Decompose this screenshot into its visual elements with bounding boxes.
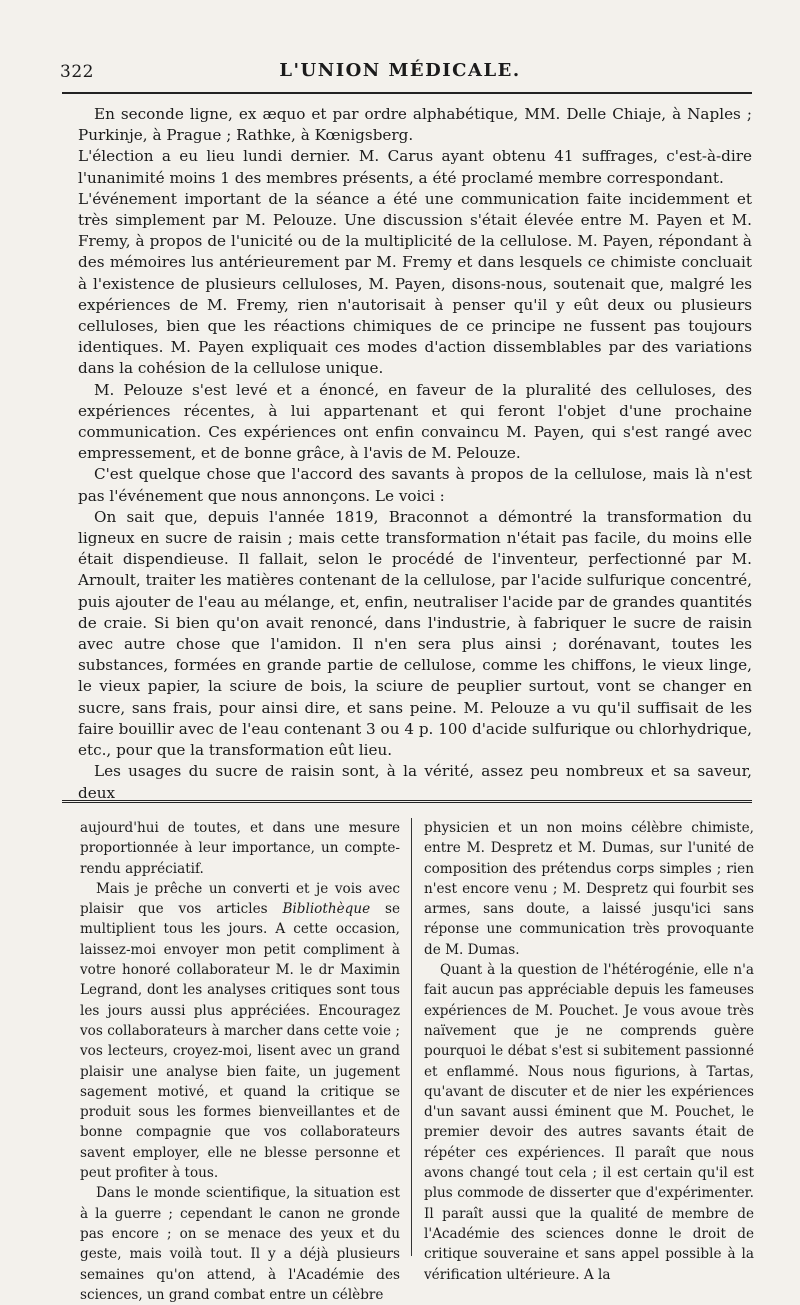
paragraph: L'élection a eu lieu lundi dernier. M. Carus ayant obtenu 41 suffrages, c'est-à-dire l'unanimité moins 1 des membres présents, a été proclamé membre correspondant. bbox=[78, 147, 752, 187]
paragraph: Dans le monde scientifique, la situation est à la guerre ; cependant le canon ne gronde pas encore ; on se menace des yeux et du geste, mais voilà tout. Il y a déjà plusieurs semaines qu'on attend, à l'Académie des sciences, un grand combat entre un célèbre bbox=[80, 1185, 400, 1303]
left-column bbox=[80, 818, 400, 1305]
right-column bbox=[424, 818, 754, 1285]
paragraph: En seconde ligne, ex æquo et par ordre alphabétique, MM. Delle Chiaje, à Naples ; Purkinje, à Prague ; Rathke, à Kœnigsberg. bbox=[78, 105, 752, 145]
top-rule bbox=[62, 92, 752, 94]
paragraph: L'événement important de la séance a été une communication faite incidemment et très simplement par M. Pelouze. Une discussion s'était élevée entre M. Payen et M. Fremy, à propos de l'unicité ou de la multiplicité de la cellulose. M. Payen, répondant à des mémoires lus antérieurement par M. Fremy et dans lesquels ce chimiste concluait à l'existence de plusieurs celluloses, M. Payen, disons-nous, soutenait que, malgré les expériences de M. Fremy, rien n'autorisait à penser qu'il y eût deux ou plusieurs celluloses, bien que les réactions chimiques de ce principe ne fussent pas toujours identiques. M. Payen expliquait ces modes d'action dissemblables par des variations dans la cohésion de la cellulose unique. bbox=[78, 189, 752, 378]
paragraph: M. Pelouze s'est levé et a énoncé, en faveur de la pluralité des celluloses, des expériences récentes, à lui appartenant et qui feront l'objet d'une prochaine communication. Ces expériences ont enfin convaincu M. Payen, qui s'est rangé avec empressement, et de bonne grâce, à l'avis de M. Pelouze. bbox=[78, 380, 752, 463]
page-number: 322 bbox=[60, 62, 94, 82]
upper-text bbox=[78, 104, 752, 804]
column-divider bbox=[411, 818, 412, 1256]
section-rule bbox=[62, 800, 752, 806]
italic-title: Bibliothèque bbox=[282, 901, 371, 918]
running-title: L'UNION MÉDICALE. bbox=[279, 60, 521, 81]
paragraph: C'est quelque chose que l'accord des savants à propos de la cellulose, mais là n'est pas l'événement que nous annonçons. Le voici : bbox=[78, 465, 752, 505]
paragraph: aujourd'hui de toutes, et dans une mesure proportionnée à leur importance, un compte-rendu appréciatif. bbox=[80, 820, 400, 877]
paragraph: On sait que, depuis l'année 1819, Braconnot a démontré la transformation du ligneux en sucre de raisin ; mais cette transformation n'était pas facile, du moins elle était dispendieuse. Il fallait, selon le procédé de l'inventeur, perfectionné par M. Arnoult, traiter les matières contenant de la cellulose, par l'acide sulfurique concentré, puis ajouter de l'eau au mélange, et, enfin, neutraliser l'acide par de grandes quantités de craie. Si bien qu'on avait renoncé, dans l'industrie, à fabriquer le sucre de raisin avec autre chose que l'amidon. Il n'en sera plus ainsi ; dorénavant, toutes les substances, formées en grande partie de cellulose, comme les chiffons, le vieux linge, le vieux papier, la sciure de bois, la sciure de peuplier surtout, vont se changer en sucre, sans frais, pour ainsi dire, et sans peine. M. Pelouze a vu qu'il suffisait de les faire bouillir avec de l'eau contenant 3 ou 4 p. 100 d'acide sulfurique ou chlorhydrique, etc., pour que la transformation eût lieu. bbox=[78, 507, 752, 760]
paragraph: Les usages du sucre de raisin sont, à la vérité, assez peu nombreux et sa saveur, deux bbox=[78, 762, 752, 802]
text-span: se multiplient tous les jours. A cette occasion, laissez-moi envoyer mon petit compliment à votre honoré collaborateur M. le dr Maximin Legrand, dont les analyses critiques sont tous les jours aussi plus appréciées. Encouragez vos collaborateurs à marcher dans cette voie ; vos lecteurs, croyez-moi, lisent avec un grand plaisir une analyse bien faite, un jugement sagement motivé, et quand la critique se produit sous les formes bienveillantes et de bonne compagnie que vos collaborateurs savent employer, elle ne blesse personne et peut profiter à tous. bbox=[80, 901, 400, 1182]
text-span: Mais je prêche un converti et je vois avec plaisir que vos articles bbox=[80, 880, 400, 918]
paragraph: physicien et un non moins célèbre chimiste, entre M. Despretz et M. Dumas, sur l'unité de composition des prétendus corps simples ; rien n'est encore venu ; M. Despretz qui fourbit ses armes, sans doute, a laissé jusqu'ici sans réponse une communication très provoquante de M. Dumas. bbox=[424, 820, 754, 958]
paragraph: Quant à la question de l'hétérogénie, elle n'a fait aucun pas appréciable depuis les fameuses expériences de M. Pouchet. Je vous avoue très naïvement que je ne comprends guère pourquoi le débat s'est si subitement passionné et enflammé. Nous nous figurions, à Tartas, qu'avant de discuter et de nier les expériences d'un savant aussi éminent que M. Pouchet, le premier devoir des autres savants était de répéter ces expériences. Il paraît que nous avons changé tout cela ; il est certain qu'il est plus commode de disserter que d'expérimenter. Il paraît aussi que la qualité de membre de l'Académie des sciences donne le droit de critique souveraine et sans appel possible à la vérification ultérieure. A la bbox=[424, 962, 754, 1283]
paragraph bbox=[80, 879, 400, 1183]
